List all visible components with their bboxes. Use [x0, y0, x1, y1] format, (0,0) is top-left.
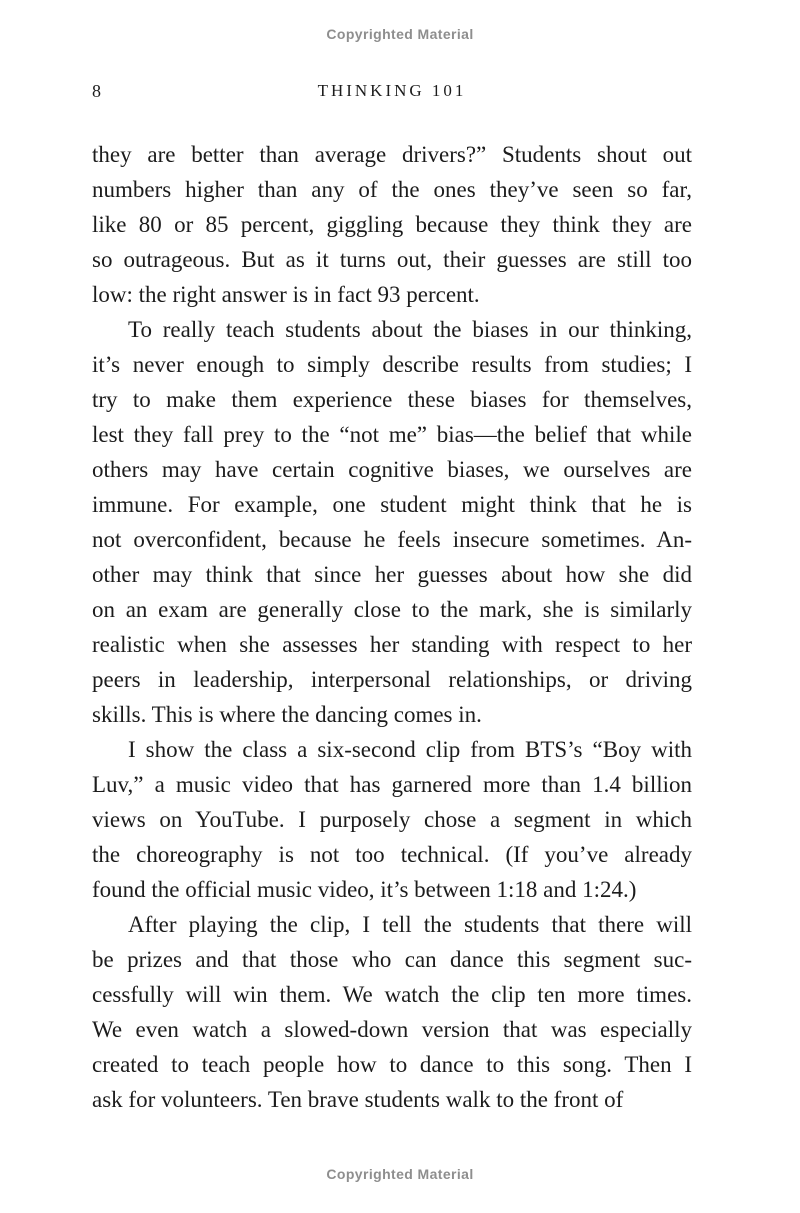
- text-line: cessfully will win them. We watch the clip ten more times.: [92, 982, 692, 1007]
- text-line: other may think that since her guesses about how she did: [92, 562, 692, 587]
- text-line: lest they fall prey to the “not me” bias—the belief that while: [92, 422, 692, 447]
- body-text: [92, 137, 692, 1117]
- running-title: THINKING 101: [317, 81, 467, 100]
- copyright-banner-bottom: Copyrighted Material: [326, 1166, 474, 1182]
- text-line: skills. This is where the dancing comes in.: [92, 702, 482, 727]
- copyright-banner-top: Copyrighted Material: [326, 26, 474, 42]
- text-line: be prizes and that those who can dance this segment suc-: [92, 947, 692, 972]
- text-line: immune. For example, one student might think that he is: [92, 492, 692, 517]
- page-header: [92, 81, 692, 105]
- text-line: peers in leadership, interpersonal relationships, or driving: [92, 667, 692, 692]
- text-line: numbers higher than any of the ones they’ve seen so far,: [92, 177, 692, 202]
- text-line: on an exam are generally close to the mark, she is similarly: [92, 597, 692, 622]
- text-line: views on YouTube. I purposely chose a segment in which: [92, 807, 692, 832]
- text-line: After playing the clip, I tell the students that there will: [128, 912, 692, 937]
- text-line: found the official music video, it’s between 1:18 and 1:24.): [92, 877, 637, 902]
- text-line: others may have certain cognitive biases, we ourselves are: [92, 457, 692, 482]
- text-line: We even watch a slowed-down version that was especially: [92, 1017, 692, 1042]
- text-line: so outrageous. But as it turns out, their guesses are still too: [92, 247, 692, 272]
- text-line: created to teach people how to dance to this song. Then I: [92, 1052, 692, 1077]
- text-line: low: the right answer is in fact 93 percent.: [92, 282, 480, 307]
- text-line: it’s never enough to simply describe results from studies; I: [92, 352, 692, 377]
- text-line: the choreography is not too technical. (If you’ve already: [92, 842, 692, 867]
- text-line: ask for volunteers. Ten brave students walk to the front of: [92, 1087, 624, 1112]
- text-line: I show the class a six-second clip from BTS’s “Boy with: [128, 737, 692, 762]
- text-line: realistic when she assesses her standing with respect to her: [92, 632, 692, 657]
- text-line: To really teach students about the biases in our thinking,: [128, 317, 692, 342]
- page-number: 8: [92, 81, 101, 101]
- text-line: not overconfident, because he feels insecure sometimes. An-: [92, 527, 692, 552]
- text-line: like 80 or 85 percent, giggling because they think they are: [92, 212, 692, 237]
- text-line: they are better than average drivers?” Students shout out: [92, 142, 692, 167]
- text-line: Luv,” a music video that has garnered more than 1.4 billion: [92, 772, 692, 797]
- text-line: try to make them experience these biases for themselves,: [92, 387, 692, 412]
